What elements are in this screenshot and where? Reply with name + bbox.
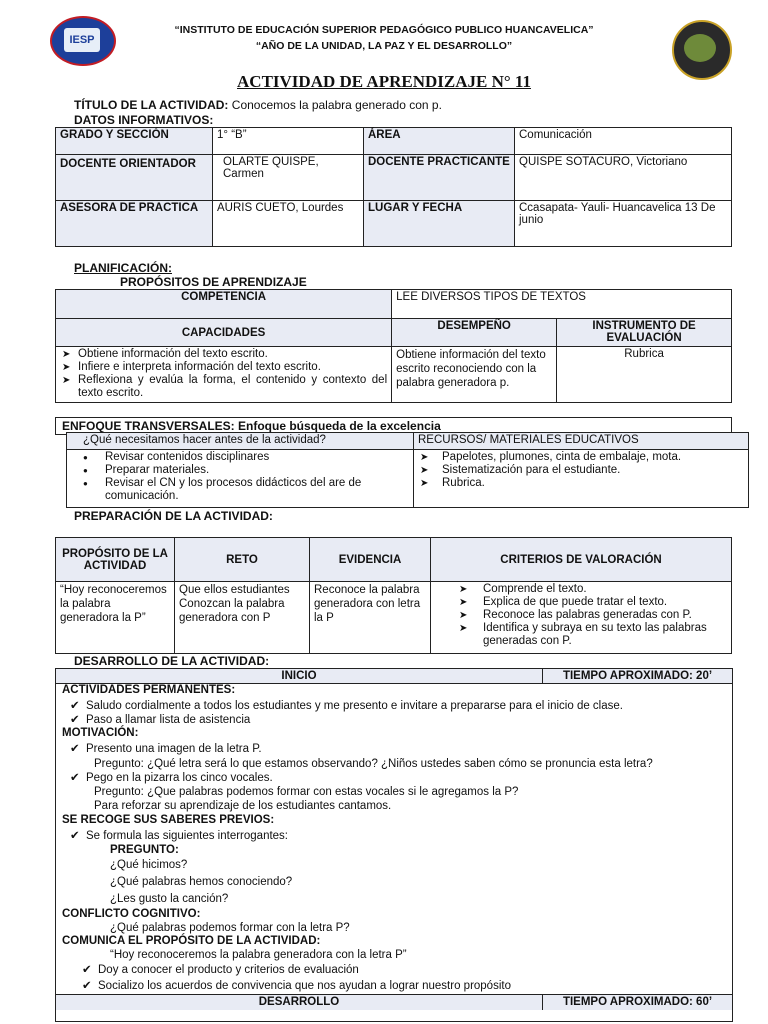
instrumento-label: INSTRUMENTO DE EVALUACIÓN: [557, 319, 732, 347]
conflicto-label: CONFLICTO COGNITIVO:: [62, 908, 201, 920]
desarrollo-label: DESARROLLO DE LA ACTIVIDAD:: [74, 654, 270, 668]
grado-value: 1° “B”: [213, 128, 364, 155]
criterio-item: ➤ Identifica y subraya en su texto las palabras generadas con P.: [457, 622, 727, 648]
tiempo-desarrollo: TIEMPO APROXIMADO: 60’: [543, 994, 732, 1010]
necesitamos-item: ● Preparar materiales.: [77, 464, 409, 477]
area-label: ÁREA: [364, 128, 515, 155]
criterio-item: ➤ Reconoce las palabras generadas con P.: [457, 609, 727, 622]
activity-title-label: TÍTULO DE LA ACTIVIDAD:: [74, 98, 229, 112]
capacidad-item: ➤ Reflexiona y evalúa la forma, el contenido y contexto del texto escrito.: [60, 374, 387, 400]
recursos-cell: [414, 450, 749, 508]
saberes-label: SE RECOGE SUS SABERES PREVIOS:: [62, 814, 275, 826]
info-table: [55, 127, 732, 247]
school-seal-right: [672, 20, 732, 80]
criterio-item: ➤ Explica de que puede tratar el texto.: [457, 596, 727, 609]
preparacion-label: PREPARACIÓN DE LA ACTIVIDAD:: [74, 509, 273, 523]
header-institute: “INSTITUTO DE EDUCACIÓN SUPERIOR PEDAGÓGICO PUBLICO HUANCAVELICA”: [174, 24, 594, 36]
necesitamos-label: ¿Qué necesitamos hacer antes de la actividad?: [67, 433, 414, 450]
desarrollo-box: [55, 668, 733, 1022]
asesora-label: ASESORA DE PRACTICA: [56, 201, 213, 247]
instrumento-value: Rubrica: [557, 347, 732, 403]
h-criterios: CRITERIOS DE VALORACIÓN: [431, 538, 732, 582]
criterio-item: ➤ Comprende el texto.: [457, 583, 727, 596]
preparacion-table: [55, 537, 732, 654]
propositos-label: PROPÓSITOS DE APRENDIZAJE: [120, 275, 307, 289]
necesitamos-item: ● Revisar contenidos disciplinares: [77, 451, 409, 464]
permanente-item: ✔ Paso a llamar lista de asistencia: [70, 714, 250, 727]
capacidades-cell: [56, 347, 392, 403]
desarrollo-header: DESARROLLO: [56, 994, 543, 1010]
docente-value: OLARTE QUISPE, Carmen: [213, 155, 364, 201]
necesitamos-item: ● Revisar el CN y los procesos didácticos del are de comunicación.: [77, 477, 409, 503]
comunica-label: COMUNICA EL PROPÓSITO DE LA ACTIVIDAD:: [62, 935, 321, 947]
motivacion-item: ✔ Presento una imagen de la letra P.: [70, 743, 262, 756]
h-proposito: PROPÓSITO DE LA ACTIVIDAD: [56, 538, 175, 582]
grado-label: GRADO Y SECCIÓN: [56, 128, 213, 155]
area-value: Comunicación: [515, 128, 732, 155]
planificacion-label: PLANIFICACIÓN:: [74, 261, 172, 275]
pregunta-item: ¿Qué palabras hemos conociendo?: [110, 876, 293, 888]
desempeno-value: Obtiene información del texto escrito reconociendo con la palabra generadora p.: [392, 347, 557, 403]
motivacion-question: Pregunto: ¿Qué letra será lo que estamos observando? ¿Niños ustedes saben cómo se pronuncia esta letra?: [94, 758, 653, 770]
motivacion-question: Pregunto: ¿Que palabras podemos formar con estas vocales si le agregamos la P?: [94, 786, 519, 798]
capacidades-label: CAPACIDADES: [56, 319, 392, 347]
capacidad-item: ➤ Infiere e interpreta información del texto escrito.: [60, 361, 387, 374]
comunica-item: ✔ Doy a conocer el producto y criterios de evaluación: [82, 964, 359, 977]
asesora-value: AURIS CUETO, Lourdes: [213, 201, 364, 247]
comunica-item: ✔ Socializo los acuerdos de convivencia que nos ayudan a lograr nuestro propósito: [82, 980, 511, 993]
inicio-header: INICIO: [56, 669, 543, 684]
recursos-label: RECURSOS/ MATERIALES EDUCATIVOS: [414, 433, 749, 450]
necesitamos-table: [66, 432, 749, 508]
pregunta-item: ¿Les gusto la canción?: [110, 893, 229, 905]
reto-value: Que ellos estudiantes Conozcan la palabra generadora con P: [175, 582, 310, 654]
motivacion-label: MOTIVACIÓN:: [62, 727, 139, 739]
desempeno-label: DESEMPEÑO: [392, 319, 557, 347]
header-year: “AÑO DE LA UNIDAD, LA PAZ Y EL DESARROLLO”: [255, 40, 513, 52]
recurso-item: ➤ Sistematización para el estudiante.: [418, 464, 744, 477]
necesitamos-cell: [67, 450, 414, 508]
docente-label: DOCENTE ORIENTADOR: [56, 155, 213, 201]
competencia-label: COMPETENCIA: [56, 290, 392, 319]
lugar-value: Ccasapata- Yauli- Huancavelica 13 De junio: [515, 201, 732, 247]
activity-title-line: [74, 98, 442, 112]
proposito-value: “Hoy reconoceremos la palabra generadora la P”: [56, 582, 175, 654]
capacidad-item: ➤ Obtiene información del texto escrito.: [60, 348, 387, 361]
activity-title-value: Conocemos la palabra generado con p.: [231, 98, 442, 112]
pregunto-label: PREGUNTO:: [110, 844, 179, 856]
seal-emblem: [684, 34, 716, 62]
competencia-value: LEE DIVERSOS TIPOS DE TEXTOS: [392, 290, 732, 319]
criterios-cell: [431, 582, 732, 654]
tiempo-inicio: TIEMPO APROXIMADO: 20’: [543, 669, 732, 684]
pregunta-item: ¿Qué hicimos?: [110, 859, 188, 871]
motivacion-item: ✔ Pego en la pizarra los cinco vocales.: [70, 772, 273, 785]
practicante-value: QUISPE SOTACURO, Victoriano: [515, 155, 732, 201]
competencia-table: [55, 289, 732, 403]
page-title: ACTIVIDAD DE APRENDIZAJE N° 11: [237, 72, 531, 91]
recurso-item: ➤ Papelotes, plumones, cinta de embalaje, mota.: [418, 451, 744, 464]
institute-logo-left: [50, 16, 116, 66]
h-evidencia: EVIDENCIA: [310, 538, 431, 582]
lugar-label: LUGAR Y FECHA: [364, 201, 515, 247]
logo-left-text: IESP: [64, 28, 100, 52]
evidencia-value: Reconoce la palabra generadora con letra la P: [310, 582, 431, 654]
h-reto: RETO: [175, 538, 310, 582]
conflicto-question: ¿Qué palabras podemos formar con la letra P?: [110, 922, 350, 934]
comunica-proposito: “Hoy reconoceremos la palabra generadora con la letra P”: [110, 949, 407, 961]
permanentes-label: ACTIVIDADES PERMANENTES:: [62, 684, 236, 696]
datos-label: DATOS INFORMATIVOS:: [74, 113, 214, 127]
motivacion-note: Para reforzar su aprendizaje de los estudiantes cantamos.: [94, 800, 392, 812]
saberes-item: ✔ Se formula las siguientes interrogantes:: [70, 830, 288, 843]
practicante-label: DOCENTE PRACTICANTE: [364, 155, 515, 201]
enfoque-transversal: ENFOQUE TRANSVERSALES: Enfoque búsqueda de la excelencia: [56, 418, 732, 435]
recurso-item: ➤ Rubrica.: [418, 477, 744, 490]
permanente-item: ✔ Saludo cordialmente a todos los estudiantes y me presento e invitare a prepararse para el inicio de clase.: [70, 700, 623, 713]
